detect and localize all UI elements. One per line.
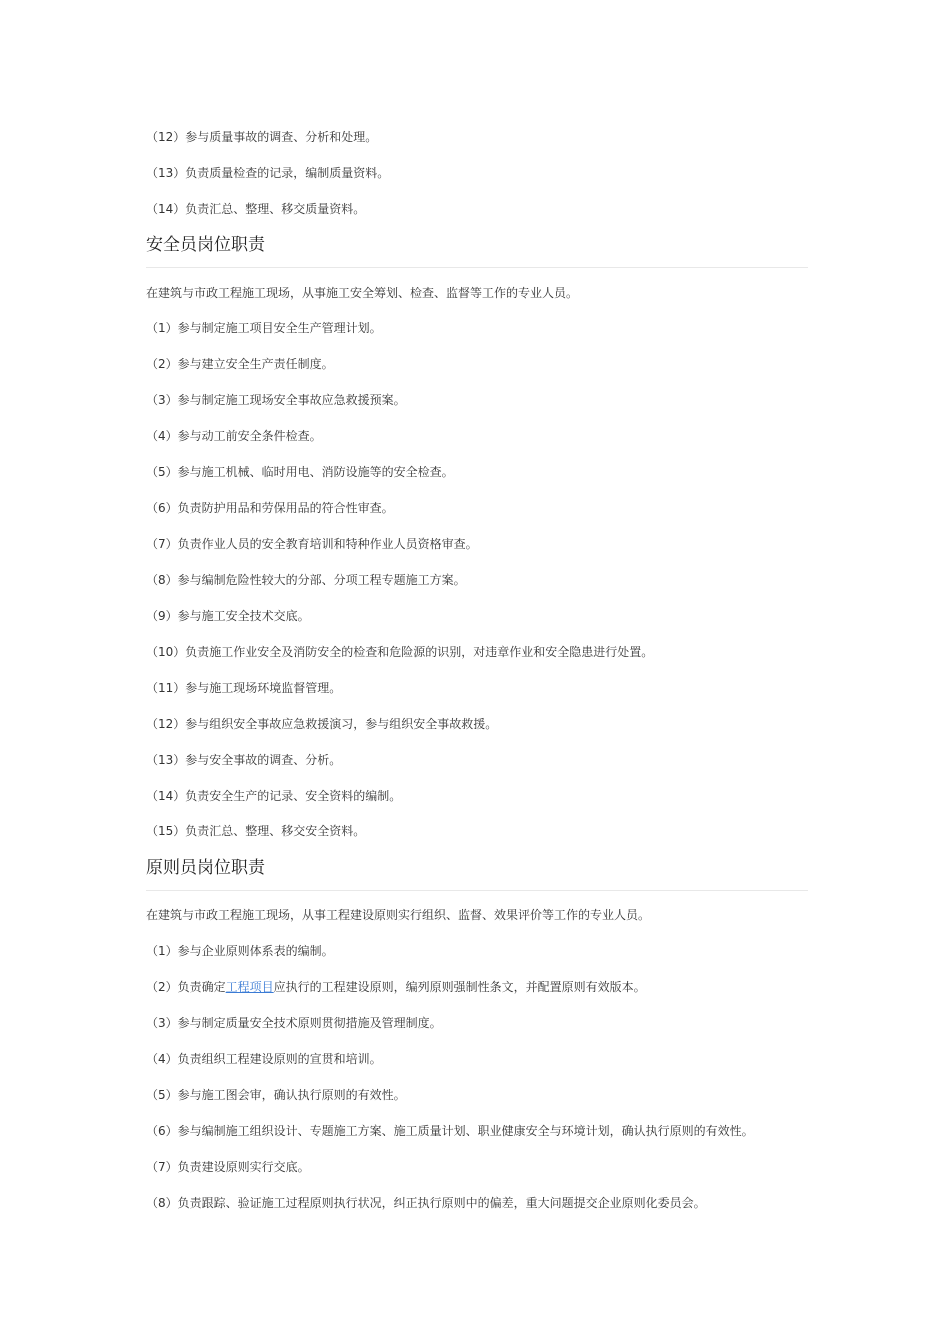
safety-item: （10）负责施工作业安全及消防安全的检查和危险源的识别，对违章作业和安全隐患进行处置。 bbox=[146, 645, 654, 659]
safety-item: （14）负责安全生产的记录、安全资料的编制。 bbox=[146, 789, 402, 803]
safety-item: （7）负责作业人员的安全教育培训和特种作业人员资格审查。 bbox=[146, 537, 478, 551]
quality-item: （13）负责质量检查的记录，编制质量资料。 bbox=[146, 166, 390, 180]
section-divider bbox=[146, 890, 808, 891]
safety-item: （4）参与动工前安全条件检查。 bbox=[146, 429, 322, 443]
safety-item: （12）参与组织安全事故应急救援演习，参与组织安全事故救援。 bbox=[146, 717, 498, 731]
standards-intro: 在建筑与市政工程施工现场，从事工程建设原则实行组织、监督、效果评价等工作的专业人员。 bbox=[146, 908, 651, 922]
standards-item: （1）参与企业原则体系表的编制。 bbox=[146, 944, 334, 958]
standards-item: （4）负责组织工程建设原则的宣贯和培训。 bbox=[146, 1052, 382, 1066]
safety-heading: 安全员岗位职责 bbox=[146, 235, 265, 255]
safety-item: （3）参与制定施工现场安全事故应急救援预案。 bbox=[146, 393, 406, 407]
safety-item: （9）参与施工安全技术交底。 bbox=[146, 609, 310, 623]
standards-item: （6）参与编制施工组织设计、专题施工方案、施工质量计划、职业健康安全与环境计划，确认执行原则的有效性。 bbox=[146, 1124, 754, 1138]
safety-item: （6）负责防护用品和劳保用品的符合性审查。 bbox=[146, 501, 394, 515]
standards-item: （2）负责确定工程项目应执行的工程建设原则，编列原则强制性条文，并配置原则有效版本。 bbox=[146, 980, 646, 994]
standards-item: （5）参与施工图会审，确认执行原则的有效性。 bbox=[146, 1088, 406, 1102]
safety-item: （2）参与建立安全生产责任制度。 bbox=[146, 357, 334, 371]
safety-item: （8）参与编制危险性较大的分部、分项工程专题施工方案。 bbox=[146, 573, 466, 587]
safety-item: （13）参与安全事故的调查、分析。 bbox=[146, 753, 342, 767]
safety-item: （5）参与施工机械、临时用电、消防设施等的安全检查。 bbox=[146, 465, 454, 479]
standards-item: （8）负责跟踪、验证施工过程原则执行状况，纠正执行原则中的偏差，重大问题提交企业原则化委员会。 bbox=[146, 1196, 706, 1210]
standards-item: （7）负责建设原则实行交底。 bbox=[146, 1160, 310, 1174]
safety-item: （1）参与制定施工项目安全生产管理计划。 bbox=[146, 321, 382, 335]
quality-item: （12）参与质量事故的调查、分析和处理。 bbox=[146, 130, 378, 144]
standards-heading: 原则员岗位职责 bbox=[146, 858, 265, 878]
quality-item: （14）负责汇总、整理、移交质量资料。 bbox=[146, 202, 366, 216]
section-divider bbox=[146, 267, 808, 268]
safety-item: （11）参与施工现场环境监督管理。 bbox=[146, 681, 342, 695]
safety-item: （15）负责汇总、整理、移交安全资料。 bbox=[146, 824, 366, 838]
safety-intro: 在建筑与市政工程施工现场，从事施工安全筹划、检查、监督等工作的专业人员。 bbox=[146, 286, 579, 300]
engineering-project-link[interactable]: 工程项目 bbox=[225, 980, 274, 994]
standards-item: （3）参与制定质量安全技术原则贯彻措施及管理制度。 bbox=[146, 1016, 442, 1030]
